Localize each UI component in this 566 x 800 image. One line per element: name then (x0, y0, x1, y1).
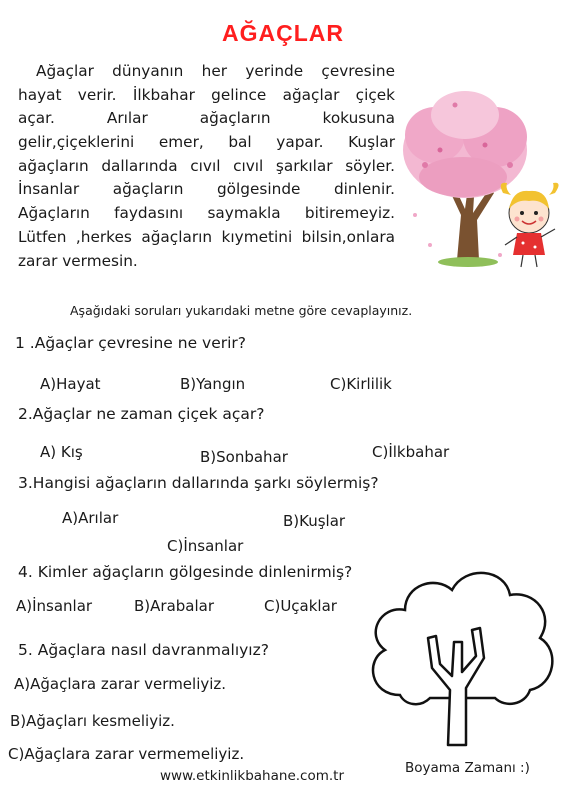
passage-line: zarar vermesin. (18, 251, 138, 270)
q2-option-a: A) Kış (40, 443, 83, 461)
q4-option-c: C)Uçaklar (264, 597, 337, 615)
passage-line: Ağaçlar dünyanın her yerinde çevresine (36, 62, 395, 80)
q3-option-a: A)Arılar (62, 509, 119, 527)
question-3: 3.Hangisi ağaçların dallarında şarkı söylermiş? (18, 474, 379, 492)
instruction-text: Aşağıdaki soruları yukarıdaki metne göre cevaplayınız. (70, 303, 413, 318)
q4-option-b: B)Arabalar (134, 597, 215, 615)
q1-option-b: B)Yangın (180, 375, 246, 393)
q5-option-b: B)Ağaçları kesmeliyiz. (10, 712, 175, 730)
coloring-caption: Boyama Zamanı :) (405, 760, 530, 776)
q3-option-b: B)Kuşlar (283, 512, 346, 530)
q1-option-c: C)Kirlilik (330, 375, 392, 393)
passage-line: İnsanlar ağaçların gölgesinde dinlenir. (18, 180, 395, 199)
passage-line: Lütfen ,herkes ağaçların kıymetini bilsin,onlara (18, 227, 395, 246)
q5-option-c: C)Ağaçlara zarar vermemeliyiz. (8, 745, 245, 763)
website-url: www.etkinlikbahane.com.tr (160, 768, 345, 784)
q2-option-c: C)İlkbahar (372, 443, 450, 461)
page-title: AĞAÇLAR (222, 20, 344, 46)
q3-option-c: C)İnsanlar (167, 537, 244, 555)
question-4: 4. Kimler ağaçların gölgesinde dinlenirmiş? (18, 563, 353, 581)
q1-option-a: A)Hayat (40, 375, 101, 393)
passage-line: Ağaçların faydasını saymakla bitiremeyiz. (18, 204, 395, 223)
reading-passage (18, 60, 395, 273)
passage-line: açar. Arılar ağaçların kokusuna (18, 109, 395, 128)
passage-line: hayat verir. İlkbahar gelince ağaçlar çiçek (18, 85, 395, 104)
question-5: 5. Ağaçlara nasıl davranmalıyız? (18, 641, 269, 659)
q5-option-a: A)Ağaçlara zarar vermeliyiz. (14, 675, 227, 693)
q2-option-b: B)Sonbahar (200, 448, 288, 466)
blossom-tree-illustration (395, 85, 565, 270)
question-2: 2.Ağaçlar ne zaman çiçek açar? (18, 405, 265, 423)
question-1: 1 .Ağaçlar çevresine ne verir? (15, 334, 247, 352)
passage-line: ağaçların dallarında cıvıl cıvıl şarkılar söyler. (18, 156, 395, 175)
coloring-tree-outline (360, 560, 565, 755)
q4-option-a: A)İnsanlar (16, 597, 93, 615)
passage-line: gelir,çiçeklerini emer, bal yapar. Kuşlar (18, 133, 395, 152)
girl-character (501, 183, 559, 267)
